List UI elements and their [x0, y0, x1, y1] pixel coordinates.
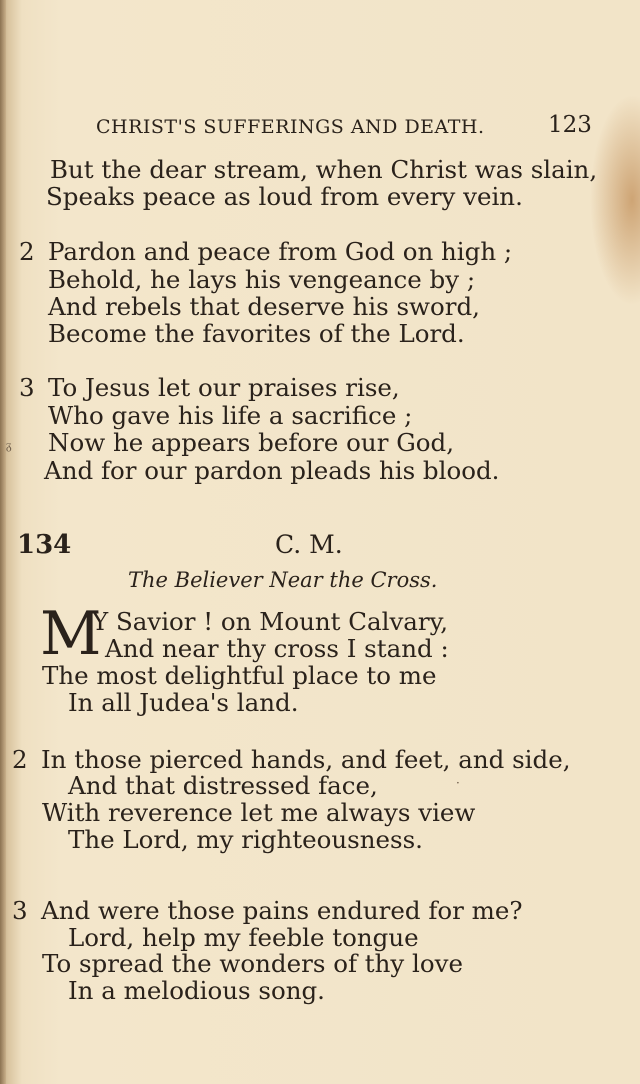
- stanza-number: 2: [19, 237, 35, 266]
- verse-line: With reverence let me always view: [42, 798, 476, 827]
- verse-line: Pardon and peace from God on high ;: [48, 237, 513, 266]
- stanza-number: 2: [12, 745, 28, 774]
- verse-line: Speaks peace as loud from every vein.: [46, 182, 523, 211]
- header-title: CHRIST'S SUFFERINGS AND DEATH.: [96, 116, 485, 138]
- verse-line: Become the favorites of the Lord.: [48, 319, 465, 348]
- hymn-meter: C. M.: [275, 530, 343, 559]
- verse-line: And for our pardon pleads his blood.: [44, 456, 500, 485]
- verse-line: To Jesus let our praises rise,: [48, 373, 400, 402]
- verse-line: And near thy cross I stand :: [105, 634, 449, 663]
- verse-line: And rebels that deserve his sword,: [48, 292, 480, 321]
- verse-line: The Lord, my righteousness.: [68, 825, 423, 854]
- verse-line: To spread the wonders of thy love: [42, 949, 463, 978]
- stanza-number: 3: [19, 373, 35, 402]
- stanza-number: 3: [12, 896, 28, 925]
- verse-line: Behold, he lays his vengeance by ;: [48, 265, 476, 294]
- verse-line: In those pierced hands, and feet, and side,: [41, 745, 571, 774]
- verse-line: The most delightful place to me: [42, 661, 437, 690]
- ink-speck: ᵹ: [6, 438, 12, 452]
- verse-line: Lord, help my feeble tongue: [68, 923, 419, 952]
- ink-speck: ·: [456, 776, 460, 790]
- verse-line: In all Judea's land.: [68, 688, 299, 717]
- verse-line: And that distressed face,: [68, 771, 378, 800]
- page-binding-edge: [0, 0, 6, 1084]
- verse-line: Who gave his life a sacrifice ;: [48, 401, 413, 430]
- page-number: 123: [548, 112, 592, 138]
- verse-line: In a melodious song.: [68, 976, 325, 1005]
- verse-line: But the dear stream, when Christ was slain,: [50, 155, 598, 184]
- drop-cap: M: [40, 599, 102, 669]
- verse-line: And were those pains endured for me?: [41, 896, 523, 925]
- running-header: [0, 112, 640, 142]
- hymn-title: The Believer Near the Cross.: [128, 568, 438, 592]
- verse-line: Y Savior ! on Mount Calvary,: [92, 607, 448, 636]
- verse-line: Now he appears before our God,: [48, 428, 454, 457]
- hymn-number: 134: [17, 530, 72, 560]
